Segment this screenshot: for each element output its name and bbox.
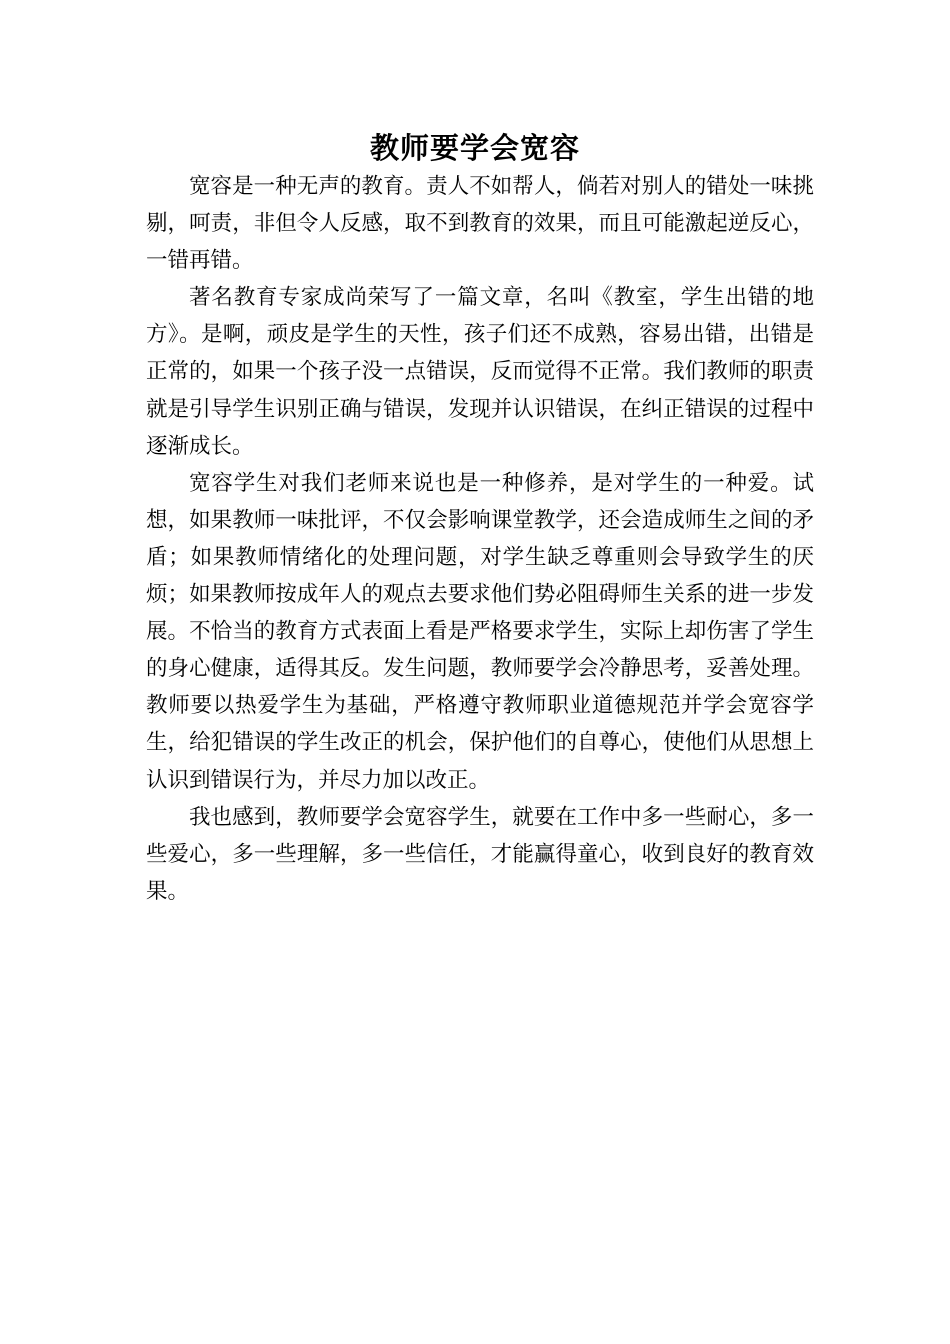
paragraph-3: 宽容学生对我们老师来说也是一种修养，是对学生的一种爱。试想，如果教师一味批评，不仅会影响课堂教学，还会造成师生之间的矛盾；如果教师情绪化的处理问题，对学生缺乏尊重则会导致学生的厌烦；如果教师按成年人的观点去要求他们势必阻碍师生关系的进一步发展。不恰当的教育方式表面上看是严格要求学生，实际上却伤害了学生的身心健康，适得其反。发生问题，教师要学会冷静思考，妥善处理。教师要以热爱学生为基础，严格遵守教师职业道德规范并学会宽容学生，给犯错误的学生改正的机会，保护他们的自尊心，使他们从思想上认识到错误行为，并尽力加以改正。 xyxy=(146,470,814,793)
paragraph-2: 著名教育专家成尚荣写了一篇文章，名叫《教室，学生出错的地方》。是啊，顽皮是学生的天性，孩子们还不成熟，容易出错，出错是正常的，如果一个孩子没一点错误，反而觉得不正常。我们教师的职责就是引导学生识别正确与错误，发现并认识错误，在纠正错误的过程中逐渐成长。 xyxy=(146,285,814,459)
paragraph-1: 宽容是一种无声的教育。责人不如帮人，倘若对别人的错处一味挑剔，呵责，非但令人反感，取不到教育的效果，而且可能激起逆反心，一错再错。 xyxy=(146,174,814,274)
document-body xyxy=(146,168,814,910)
document-title: 教师要学会宽容 xyxy=(369,131,580,165)
paragraph-4: 我也感到，教师要学会宽容学生，就要在工作中多一些耐心，多一些爱心，多一些理解，多一些信任，才能赢得童心，收到良好的教育效果。 xyxy=(146,804,814,904)
